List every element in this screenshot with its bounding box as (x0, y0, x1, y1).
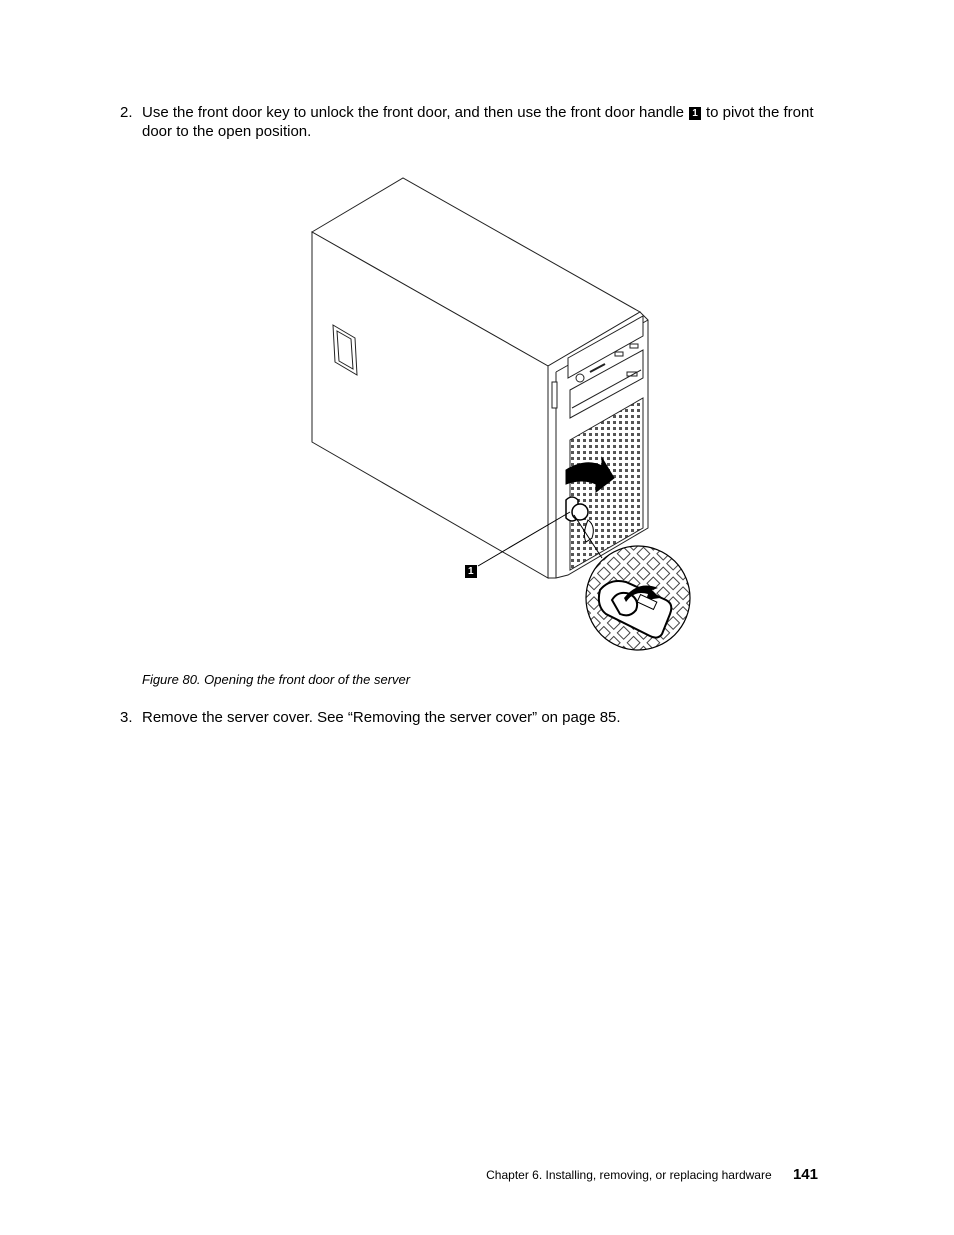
step-text: Remove the server cover. See “Removing the server cover” on page 85. (142, 709, 621, 726)
step-number: 3. (120, 709, 133, 726)
figure-caption: Figure 80. Opening the front door of the server (142, 672, 411, 687)
server-illustration (300, 170, 700, 655)
step-number: 2. (120, 104, 133, 121)
callout-badge: 1 (689, 107, 701, 120)
page-number: 141 (792, 1166, 818, 1183)
step-text-part: to pivot the front door to the open position. (142, 104, 814, 140)
page-footer (486, 1166, 818, 1183)
figure-callout-badge: 1 (465, 565, 477, 578)
footer-chapter: Chapter 6. Installing, removing, or replacing hardware (486, 1168, 772, 1182)
step-text (142, 103, 842, 141)
step-text-part: Use the front door key to unlock the front door, and then use the front door handle (142, 104, 685, 121)
